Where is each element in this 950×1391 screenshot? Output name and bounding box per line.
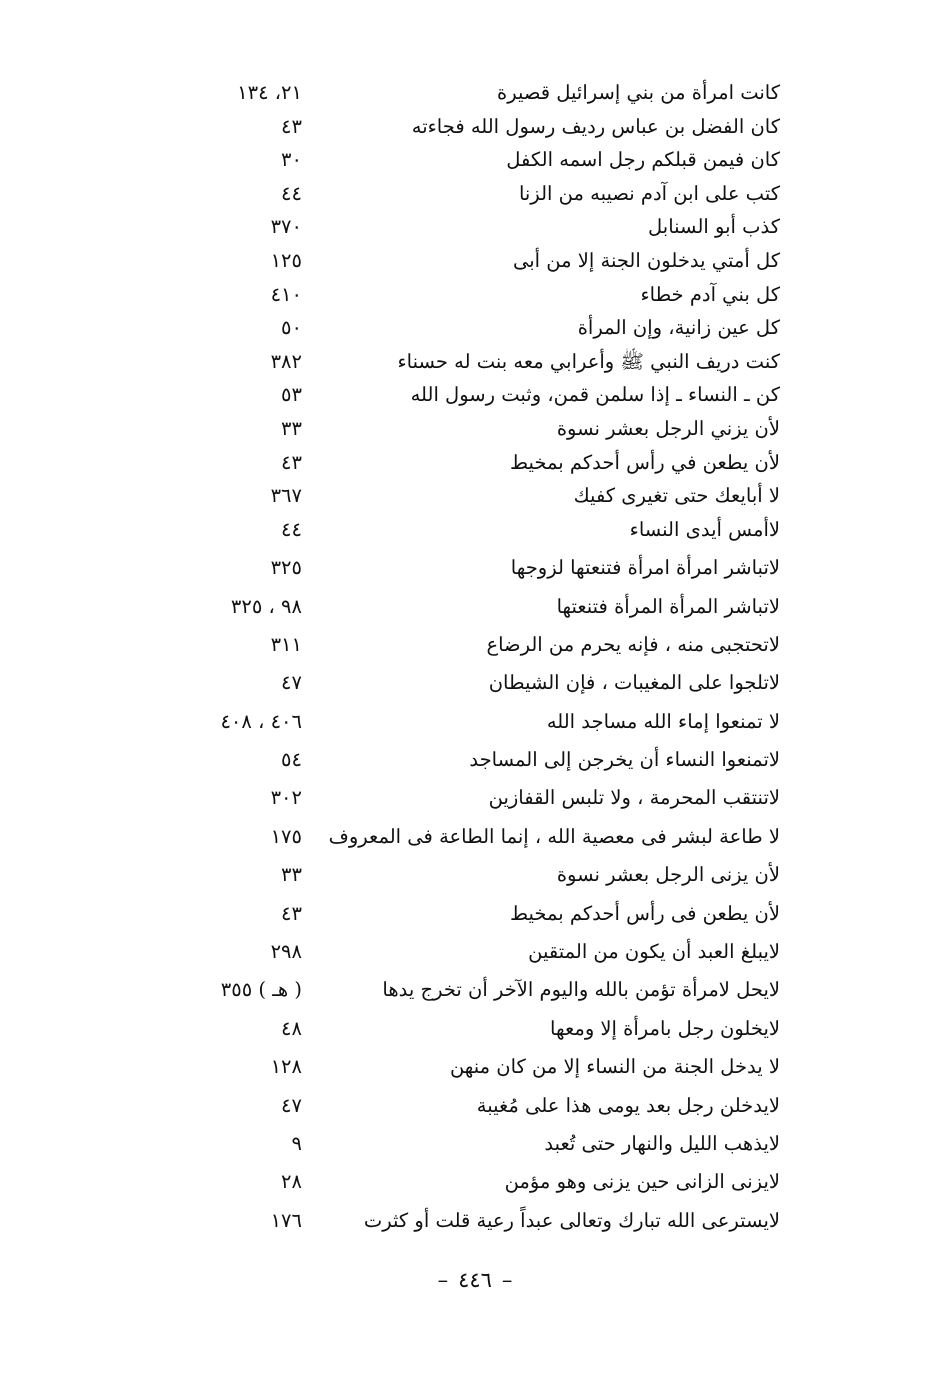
- index-entry: [150, 705, 790, 743]
- hadith-phrase: لايدخلن رجل بعد يومى هذا على مُغيبة: [476, 1093, 780, 1117]
- index-entry: [150, 1204, 790, 1242]
- index-entry: [150, 897, 790, 935]
- page-references: ٤٤: [281, 517, 302, 541]
- page-references: ٢٨: [281, 1170, 302, 1194]
- index-entry: [150, 177, 790, 211]
- hadith-phrase: كن ـ النساء ـ إذا سلمن قمن، وثبت رسول الله: [410, 383, 780, 407]
- page-references: ( هـ ) ٣٥٥: [220, 978, 302, 1002]
- page-references: ٢١، ١٣٤: [237, 81, 302, 104]
- hadith-phrase: لا أبايعك حتى تغيرى كفيك: [573, 484, 780, 508]
- hadith-phrase: لايبلغ العبد أن يكون من المتقين: [528, 940, 780, 964]
- hadith-phrase: لا تمنعوا إماء الله مساجد الله: [546, 709, 780, 733]
- hadith-phrase: كل أمتي يدخلون الجنة إلا من أبى: [512, 248, 780, 272]
- page-references: ١٧٦: [270, 1208, 302, 1232]
- page-references: ٤٨: [281, 1016, 302, 1040]
- hadith-phrase: لايسترعى الله تبارك وتعالى عبداً رعية قلت أو كثرت: [363, 1208, 780, 1232]
- page-references: ٣٠٢: [270, 786, 302, 810]
- hadith-phrase: لاتباشر المرأة المرأة فتنعتها: [556, 594, 780, 618]
- index-entry: [150, 1165, 790, 1203]
- index-entry: [150, 590, 790, 628]
- hadith-phrase: لأن يطعن في رأس أحدكم بمخيط: [510, 450, 780, 474]
- page-references: ٣٨٢: [270, 349, 302, 373]
- hadith-phrase: لاتحتجبى منه ، فإنه يحرم من الرضاع: [486, 632, 780, 656]
- page-references: ٥٠: [281, 316, 302, 340]
- page-references: ٤٣: [281, 114, 302, 138]
- page-references: ٥٤: [281, 748, 302, 772]
- page-references: ٣٢٥: [270, 556, 302, 580]
- index-entry: [150, 244, 790, 278]
- page-references: ٣٣: [281, 416, 302, 440]
- page-references: ٩: [291, 1131, 302, 1155]
- page-references: ١٢٥: [270, 248, 302, 272]
- page-references: ٩٨ ، ٣٢٥: [230, 594, 302, 618]
- hadith-phrase: كل عين زانية، وإن المرأة: [577, 316, 780, 340]
- hadith-phrase: لاتنتقب المحرمة ، ولا تلبس القفازين: [488, 786, 780, 810]
- index-entry: [150, 1089, 790, 1127]
- index-entry: [150, 278, 790, 312]
- index-entry: [150, 378, 790, 412]
- index-entry: [150, 743, 790, 781]
- index-entry: [150, 446, 790, 480]
- page-references: ٥٣: [281, 383, 302, 407]
- page-references: ٢٩٨: [270, 940, 302, 964]
- page-references: ١٢٨: [270, 1055, 302, 1079]
- hadith-phrase: كنت دريف النبي ﷺ وأعرابي معه بنت له حسناء: [397, 349, 780, 373]
- page-references: ١٧٥: [270, 824, 302, 848]
- page-references: ٤٤: [281, 181, 302, 205]
- index-entry: [150, 76, 790, 110]
- index-entry: [150, 1050, 790, 1088]
- hadith-phrase: لأن يزنى الرجل بعشر نسوة: [556, 863, 780, 887]
- footer-dash-right: –: [437, 1268, 449, 1292]
- index-entry: [150, 628, 790, 666]
- hadith-phrase: لا يدخل الجنة من النساء إلا من كان منهن: [449, 1055, 780, 1079]
- hadith-phrase: لاتباشر امرأة امرأة فتنعتها لزوجها: [510, 556, 780, 580]
- hadith-phrase: لا طاعة لبشر فى معصية الله ، إنما الطاعة فى المعروف: [328, 824, 780, 848]
- hadith-phrase: لايذهب الليل والنهار حتى تُعبد: [544, 1131, 780, 1155]
- page-references: ٤٧: [281, 1093, 302, 1117]
- index-entry: [150, 858, 790, 896]
- index-entry: [150, 666, 790, 704]
- page-references: ٣٣: [281, 863, 302, 887]
- page-references: ٤٧: [281, 671, 302, 695]
- page-references: ٤٣: [281, 450, 302, 474]
- hadith-phrase: كل بني آدم خطاء: [640, 282, 780, 306]
- index-entry: [150, 820, 790, 858]
- index-entry: [150, 311, 790, 345]
- index-entry: [150, 110, 790, 144]
- hadith-phrase: كانت امرأة من بني إسرائيل قصيرة: [496, 81, 780, 104]
- hadith-phrase: لاتمنعوا النساء أن يخرجن إلى المساجد: [469, 748, 780, 772]
- hadith-phrase: كان فيمن قبلكم رجل اسمه الكفل: [506, 148, 780, 172]
- hadith-phrase: لايحل لامرأة تؤمن بالله واليوم الآخر أن تخرج يدها: [382, 978, 780, 1002]
- footer-dash-left: –: [501, 1268, 513, 1292]
- index-entry: [150, 345, 790, 379]
- index-entry: [150, 1012, 790, 1050]
- hadith-index-list: [150, 76, 790, 1242]
- page-references: ٣٦٧: [270, 484, 302, 508]
- hadith-phrase: لأن يزني الرجل بعشر نسوة: [556, 416, 780, 440]
- index-entry: [150, 973, 790, 1011]
- hadith-phrase: لايزنى الزانى حين يزنى وهو مؤمن: [504, 1170, 780, 1194]
- page-number: ٤٤٦: [458, 1268, 492, 1292]
- hadith-phrase: لأن يطعن فى رأس أحدكم بمخيط: [510, 901, 780, 925]
- page-references: ٤٠٦ ، ٤٠٨: [220, 709, 302, 733]
- index-entry: [150, 781, 790, 819]
- index-entry: [150, 143, 790, 177]
- hadith-phrase: كان الفضل بن عباس رديف رسول الله فجاءته: [411, 114, 780, 138]
- page-footer: [0, 1268, 950, 1292]
- index-entry: [150, 551, 790, 589]
- index-entry: [150, 479, 790, 513]
- page-references: ٤١٠: [270, 282, 302, 306]
- page-references: ٣٧٠: [270, 215, 302, 239]
- index-entry: [150, 1127, 790, 1165]
- index-entry: [150, 412, 790, 446]
- hadith-phrase: لايخلون رجل بامرأة إلا ومعها: [550, 1016, 780, 1040]
- index-entry: [150, 935, 790, 973]
- hadith-phrase: لاأمس أيدى النساء: [629, 517, 780, 541]
- hadith-phrase: كذب أبو السنابل: [648, 215, 780, 239]
- index-entry: [150, 513, 790, 551]
- page-references: ٣٠: [281, 148, 302, 172]
- hadith-phrase: لاتلجوا على المغيبات ، فإن الشيطان: [488, 671, 780, 695]
- index-entry: [150, 210, 790, 244]
- page-references: ٣١١: [270, 632, 302, 656]
- hadith-phrase: كتب على ابن آدم نصيبه من الزنا: [518, 181, 780, 205]
- page-references: ٤٣: [281, 901, 302, 925]
